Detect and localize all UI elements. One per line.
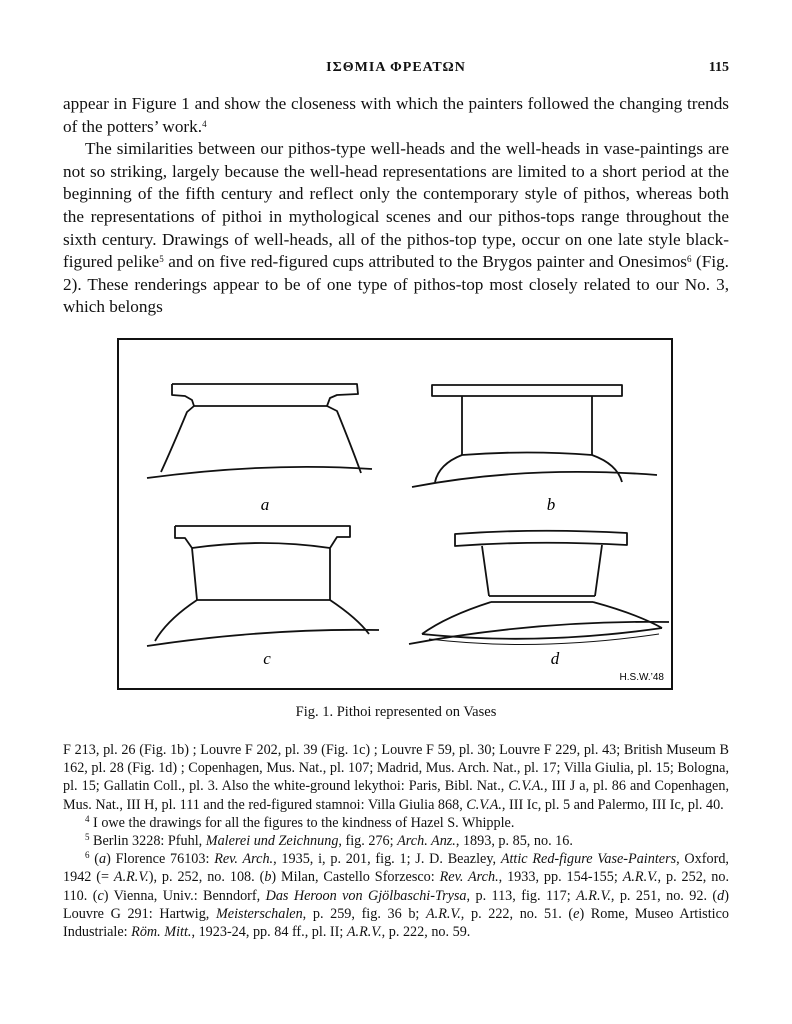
note-italic: Arch. Anz. — [397, 833, 456, 850]
note-italic: c — [97, 887, 104, 904]
paragraph-1 — [63, 93, 729, 138]
note-text: , III Ic, pl. 5 and Palermo, III Ic, pl. 40. — [501, 796, 724, 813]
paragraph-2-text-b: and on five red-figured cups attributed to the Brygos painter and Onesimos — [163, 252, 687, 272]
paragraph-2-text-c: (Fig. 2). These renderings appear to be of one type of pithos-top most closely related to our No. 3, which belongs — [63, 252, 729, 317]
body-text — [63, 93, 729, 319]
note-italic: Röm. Mitt. — [131, 924, 192, 941]
label-b: b — [546, 495, 556, 514]
note-text: , p. 222, no. 51. ( — [460, 905, 574, 922]
note-text: , fig. 276; — [338, 833, 398, 850]
note-text: , 1923-24, pp. 84 ff., pl. II; — [191, 924, 347, 941]
note-ref-5: 5 — [159, 254, 164, 265]
page-number: 115 — [708, 60, 729, 75]
footnotes — [63, 741, 729, 941]
note-italic: Das Heroon von Gjölbaschi-Trysa — [265, 887, 467, 904]
note-text: ) Louvre G 291: Hartwig, — [63, 887, 729, 922]
note-italic: C.V.A. — [508, 778, 544, 795]
pithos-c-drawing — [147, 526, 379, 646]
note-italic: b — [264, 869, 272, 886]
note-ref-4: 4 — [202, 118, 207, 129]
note-italic: d — [717, 887, 725, 904]
running-title: ΙΣΘΜΙΑ ΦΡΕΑΤΩΝ — [326, 60, 466, 75]
note-italic: A.R.V. — [622, 869, 658, 886]
note-text: , 1935, i, p. 201, fig. 1; J. D. Beazley, — [273, 851, 501, 868]
note-text: ( — [89, 851, 100, 868]
note-italic: Malerei und Zeichnung — [205, 833, 339, 850]
note-text: ) Florence 76103: — [106, 851, 215, 868]
paragraph-2-text-a: The similarities between our pithos-type well-heads and the well-heads in vase-paintings are not so striking, largely because the well-head representations are limited to a short period at the beginning of the fifth century and reflect only the contemporary style of pithos, whereas both the representations of pithoi in mythological scenes and our pithos-tops range throughout the sixth century. Drawings of well-heads, all of the pithos-top type, occur on one late style black-figured pelike — [63, 139, 729, 272]
footnote-5 — [63, 832, 729, 850]
note-text: , p. 222, no. 59. — [381, 924, 471, 941]
note-italic: A.R.V. — [113, 869, 149, 886]
note-italic: A.R.V. — [425, 905, 461, 922]
page-header — [63, 60, 729, 80]
note-text: , p. 251, no. 92. ( — [610, 887, 718, 904]
label-c: c — [263, 649, 271, 668]
note-italic: Attic Red-figure Vase-Painters — [500, 851, 677, 868]
artist-signature: H.S.W.’48 — [619, 672, 664, 683]
note-text: , 1933, pp. 154-155; — [498, 869, 623, 886]
footnote-continuation — [63, 741, 729, 814]
note-text: Berlin 3228: Pfuhl, — [89, 833, 206, 850]
note-text: F 213, pl. 26 (Fig. 1b) ; Louvre F 202, pl. 39 (Fig. 1c) ; Louvre F 59, pl. 30; Louvre F 229, pl. 43; British Museum B 162, pl. 28 (Fig. 1d) ; Copenhagen, Mus. Nat., pl. 107; Madrid, Mus. Arch. Nat., pl. 17; Villa Giulia, pl. 15; Bologna, pl. 15; Gallatin Coll., pl. 3. Also the white-ground lekythoi: Paris, Bibl. Nat., — [63, 742, 729, 795]
note-text: , 1893, p. 85, no. 16. — [455, 833, 573, 850]
note-text: I owe the drawings for all the figures to the kindness of Hazel S. Whipple. — [89, 814, 515, 831]
paragraph-2 — [63, 138, 729, 319]
pithos-d-drawing — [409, 531, 669, 645]
figure-caption: Fig. 1. Pithoi represented on Vases — [295, 704, 497, 720]
footnote-4 — [63, 814, 729, 832]
note-italic: A.R.V. — [346, 924, 382, 941]
figure-1 — [117, 338, 673, 690]
note-text: , p. 252, no. 110. ( — [63, 869, 729, 904]
note-italic: e — [573, 905, 580, 922]
note-text: ) Vienna, Univ.: Benndorf, — [103, 887, 266, 904]
footnote-number: 6 — [85, 850, 90, 861]
note-text: ) Milan, Castello Sforzesco: — [271, 869, 440, 886]
label-d: d — [550, 649, 560, 668]
footnote-number: 5 — [85, 832, 90, 843]
figure-1-drawing — [117, 338, 673, 690]
note-italic: C.V.A. — [466, 796, 502, 813]
note-italic: Rev. Arch. — [439, 869, 499, 886]
note-text: , p. 113, fig. 117; — [466, 887, 577, 904]
note-text: , Oxford, 1942 (= — [63, 851, 729, 886]
label-a: a — [260, 495, 270, 514]
note-text: ), p. 252, no. 108. ( — [148, 869, 265, 886]
note-text: ) Rome, Museo Artistico Industriale: — [63, 905, 729, 941]
footnote-6 — [63, 850, 729, 941]
note-italic: A.R.V. — [576, 887, 611, 904]
note-text: , p. 259, fig. 36 b; — [302, 905, 426, 922]
pithos-b-drawing — [412, 385, 657, 487]
note-ref-6: 6 — [686, 254, 692, 265]
note-text: , III J a, pl. 86 and Copenhagen, Mus. Nat., III H, pl. 111 and the red-figured stamnoi: Villa Giulia 868, — [63, 778, 729, 813]
note-italic: Rev. Arch. — [214, 851, 274, 868]
paragraph-1-text: appear in Figure 1 and show the closeness with which the painters followed the changing trends of the potters’ work. — [63, 94, 729, 136]
pithos-a-drawing — [147, 384, 372, 478]
footnote-number: 4 — [85, 813, 90, 824]
note-italic: Meisterschalen — [215, 905, 303, 922]
note-italic: a — [99, 851, 107, 868]
